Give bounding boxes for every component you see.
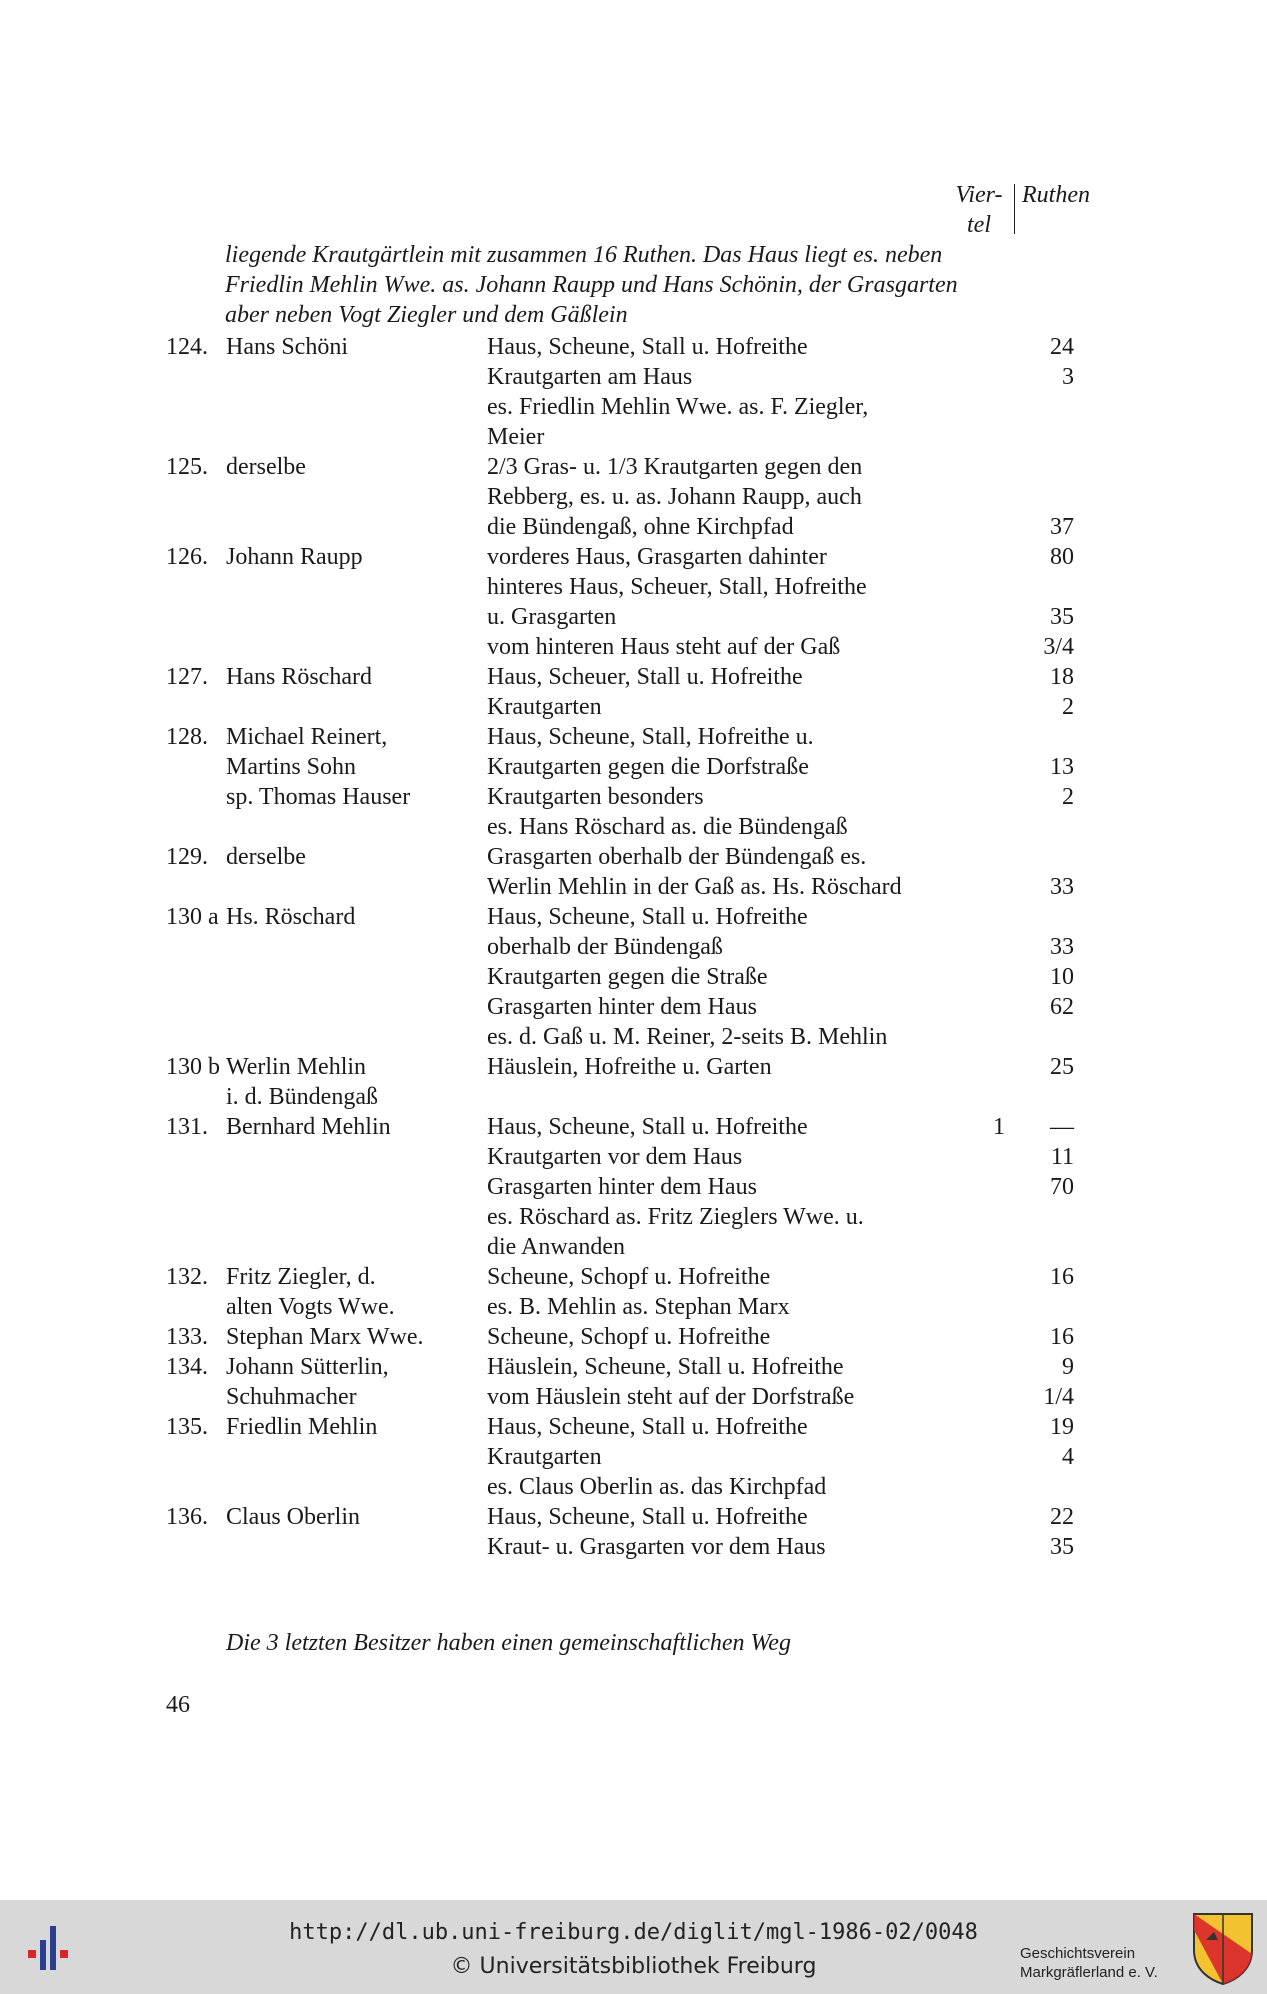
owner-name: Bernhard Mehlin bbox=[226, 1114, 391, 1140]
ruthen-value: 4 bbox=[1062, 1444, 1074, 1470]
ruthen-value: 16 bbox=[1050, 1324, 1074, 1350]
owner-name: Martins Sohn bbox=[226, 754, 357, 780]
entry-number: 131. bbox=[166, 1114, 208, 1140]
column-header-divider bbox=[1014, 184, 1015, 234]
property-description: Scheune, Schopf u. Hofreithe bbox=[487, 1324, 771, 1350]
property-description: vorderes Haus, Grasgarten dahinter bbox=[487, 544, 827, 570]
property-description: Rebberg, es. u. as. Johann Raupp, auch bbox=[487, 484, 862, 510]
entry-number: 125. bbox=[166, 454, 208, 480]
owner-name: Hans Schöni bbox=[226, 334, 348, 360]
property-description: Häuslein, Hofreithe u. Garten bbox=[487, 1054, 772, 1080]
property-description: 2/3 Gras- u. 1/3 Krautgarten gegen den bbox=[487, 454, 863, 480]
owner-name: alten Vogts Wwe. bbox=[226, 1294, 395, 1320]
entry-line bbox=[0, 1352, 1267, 1382]
ruthen-value: 33 bbox=[1050, 874, 1074, 900]
property-entry bbox=[0, 542, 1267, 662]
entry-line bbox=[0, 362, 1267, 392]
entry-line bbox=[0, 662, 1267, 692]
property-description: hinteres Haus, Scheuer, Stall, Hofreithe bbox=[487, 574, 867, 600]
property-description: Meier bbox=[487, 424, 545, 450]
property-entry bbox=[0, 1052, 1267, 1112]
ruthen-value: 37 bbox=[1050, 514, 1074, 540]
property-description: die Anwanden bbox=[487, 1234, 625, 1260]
ruthen-value: 35 bbox=[1050, 1534, 1074, 1560]
property-entry bbox=[0, 842, 1267, 902]
ruthen-value: 11 bbox=[1050, 1144, 1074, 1170]
ruthen-value: 70 bbox=[1050, 1174, 1074, 1200]
property-entry bbox=[0, 1412, 1267, 1502]
ruthen-value: 1/4 bbox=[1043, 1384, 1074, 1410]
property-description: es. Friedlin Mehlin Wwe. as. F. Ziegler, bbox=[487, 394, 869, 420]
property-description: es. Hans Röschard as. die Bündengaß bbox=[487, 814, 848, 840]
entry-number: 136. bbox=[166, 1504, 208, 1530]
ruthen-value: 2 bbox=[1062, 694, 1074, 720]
owner-name: Johann Raupp bbox=[226, 544, 363, 570]
property-entry bbox=[0, 1262, 1267, 1322]
entry-line bbox=[0, 842, 1267, 872]
entry-line bbox=[0, 1502, 1267, 1532]
entry-number: 128. bbox=[166, 724, 208, 750]
society-name-line-2: Markgräflerland e. V. bbox=[1020, 1964, 1158, 1981]
society-name bbox=[1020, 1944, 1190, 1982]
entry-line bbox=[0, 1382, 1267, 1412]
entry-line bbox=[0, 962, 1267, 992]
document-url-link[interactable]: http://dl.ub.uni-freiburg.de/diglit/mgl-1986-02/0048 bbox=[289, 1920, 978, 1945]
entry-line bbox=[0, 452, 1267, 482]
page-number: 46 bbox=[166, 1692, 190, 1718]
entry-number: 132. bbox=[166, 1264, 208, 1290]
intro-paragraph: liegende Krautgärtlein mit zusammen 16 Ruthen. Das Haus liegt es. neben Friedlin Mehlin Wwe. as. Johann Raupp und Hans Schönin, der Grasgarten aber neben Vogt Ziegler und dem Gäßlein bbox=[225, 242, 958, 328]
ruthen-value: 3/4 bbox=[1043, 634, 1074, 660]
owner-name: Hs. Röschard bbox=[226, 904, 356, 930]
property-entries bbox=[0, 332, 1267, 1562]
property-description: Haus, Scheune, Stall u. Hofreithe bbox=[487, 904, 808, 930]
entry-line bbox=[0, 332, 1267, 362]
entry-number: 126. bbox=[166, 544, 208, 570]
ruthen-value: 18 bbox=[1050, 664, 1074, 690]
property-description: Haus, Scheune, Stall u. Hofreithe bbox=[487, 1504, 808, 1530]
property-description: Krautgarten vor dem Haus bbox=[487, 1144, 743, 1170]
property-description: vom hinteren Haus steht auf der Gaß bbox=[487, 634, 841, 660]
copyright-text: © Universitätsbibliothek Freiburg bbox=[450, 1954, 817, 1979]
property-entry bbox=[0, 662, 1267, 722]
ruthen-value: 24 bbox=[1050, 334, 1074, 360]
property-description: Krautgarten gegen die Straße bbox=[487, 964, 768, 990]
owner-name: Hans Röschard bbox=[226, 664, 372, 690]
owner-name: Fritz Ziegler, d. bbox=[226, 1264, 376, 1290]
property-description: Kraut- u. Grasgarten vor dem Haus bbox=[487, 1534, 826, 1560]
property-entry bbox=[0, 722, 1267, 842]
owner-name: Johann Sütterlin, bbox=[226, 1354, 389, 1380]
property-description: es. d. Gaß u. M. Reiner, 2-seits B. Mehlin bbox=[487, 1024, 888, 1050]
ruthen-value: 62 bbox=[1050, 994, 1074, 1020]
owner-name: derselbe bbox=[226, 844, 306, 870]
property-entry bbox=[0, 902, 1267, 1052]
ruthen-value: 35 bbox=[1050, 604, 1074, 630]
entry-line bbox=[0, 932, 1267, 962]
owner-name: Werlin Mehlin bbox=[226, 1054, 367, 1080]
owner-name: Stephan Marx Wwe. bbox=[226, 1324, 424, 1350]
entry-number: 130 a bbox=[166, 904, 219, 930]
property-description: es. B. Mehlin as. Stephan Marx bbox=[487, 1294, 790, 1320]
entry-number: 127. bbox=[166, 664, 208, 690]
entry-number: 134. bbox=[166, 1354, 208, 1380]
entry-line bbox=[0, 872, 1267, 902]
entry-line bbox=[0, 902, 1267, 932]
owner-name: Friedlin Mehlin bbox=[226, 1414, 378, 1440]
ruthen-value: 19 bbox=[1050, 1414, 1074, 1440]
entry-line bbox=[0, 1292, 1267, 1322]
entry-line bbox=[0, 752, 1267, 782]
ruthen-value: 25 bbox=[1050, 1054, 1074, 1080]
property-description: oberhalb der Bündengaß bbox=[487, 934, 723, 960]
entry-line bbox=[0, 692, 1267, 722]
ruthen-value: 33 bbox=[1050, 934, 1074, 960]
property-description: Scheune, Schopf u. Hofreithe bbox=[487, 1264, 771, 1290]
property-description: Grasgarten hinter dem Haus bbox=[487, 994, 757, 1020]
entry-number: 133. bbox=[166, 1324, 208, 1350]
property-description: Haus, Scheune, Stall u. Hofreithe bbox=[487, 1114, 808, 1140]
entry-line bbox=[0, 572, 1267, 602]
property-entry bbox=[0, 1352, 1267, 1412]
owner-name: i. d. Bündengaß bbox=[226, 1084, 378, 1110]
property-description: Krautgarten gegen die Dorfstraße bbox=[487, 754, 809, 780]
property-description: Haus, Scheune, Stall, Hofreithe u. bbox=[487, 724, 814, 750]
ruthen-value: 13 bbox=[1050, 754, 1074, 780]
owner-name: Claus Oberlin bbox=[226, 1504, 360, 1530]
entry-line bbox=[0, 1472, 1267, 1502]
entry-line bbox=[0, 1322, 1267, 1352]
property-entry bbox=[0, 332, 1267, 452]
owner-name: derselbe bbox=[226, 454, 306, 480]
column-header-viertel: Vier- tel bbox=[955, 182, 1003, 238]
entry-line bbox=[0, 812, 1267, 842]
column-header-ruthen: Ruthen bbox=[1022, 182, 1090, 208]
owner-name: sp. Thomas Hauser bbox=[226, 784, 411, 810]
property-entry bbox=[0, 1502, 1267, 1562]
entry-line bbox=[0, 1052, 1267, 1082]
entry-line bbox=[0, 1232, 1267, 1262]
entry-line bbox=[0, 392, 1267, 422]
entry-line bbox=[0, 542, 1267, 572]
ruthen-value: 3 bbox=[1062, 364, 1074, 390]
entry-line bbox=[0, 1442, 1267, 1472]
entry-line bbox=[0, 1262, 1267, 1292]
entry-line bbox=[0, 992, 1267, 1022]
ruthen-value: 2 bbox=[1062, 784, 1074, 810]
property-description: es. Claus Oberlin as. das Kirchpfad bbox=[487, 1474, 827, 1500]
ruthen-value: 16 bbox=[1050, 1264, 1074, 1290]
entry-line bbox=[0, 602, 1267, 632]
entry-number: 130 b bbox=[166, 1054, 220, 1080]
property-entry bbox=[0, 1322, 1267, 1352]
property-description: Grasgarten oberhalb der Bündengaß es. bbox=[487, 844, 867, 870]
property-description: Krautgarten bbox=[487, 1444, 602, 1470]
property-description: vom Häuslein steht auf der Dorfstraße bbox=[487, 1384, 855, 1410]
property-description: Werlin Mehlin in der Gaß as. Hs. Röschard bbox=[487, 874, 902, 900]
property-description: u. Grasgarten bbox=[487, 604, 617, 630]
owner-name: Schuhmacher bbox=[226, 1384, 357, 1410]
entry-number: 124. bbox=[166, 334, 208, 360]
property-description: es. Röschard as. Fritz Zieglers Wwe. u. bbox=[487, 1204, 864, 1230]
property-description: Häuslein, Scheune, Stall u. Hofreithe bbox=[487, 1354, 844, 1380]
entry-line bbox=[0, 1082, 1267, 1112]
entry-line bbox=[0, 512, 1267, 542]
entry-line bbox=[0, 632, 1267, 662]
property-description: die Bündengaß, ohne Kirchpfad bbox=[487, 514, 794, 540]
ruthen-value: 9 bbox=[1062, 1354, 1074, 1380]
entry-line bbox=[0, 422, 1267, 452]
property-description: Haus, Scheune, Stall u. Hofreithe bbox=[487, 334, 808, 360]
property-description: Grasgarten hinter dem Haus bbox=[487, 1174, 757, 1200]
entry-line bbox=[0, 1202, 1267, 1232]
closing-note: Die 3 letzten Besitzer haben einen gemeinschaftlichen Weg bbox=[226, 1630, 791, 1656]
ruthen-value: 10 bbox=[1050, 964, 1074, 990]
property-description: Krautgarten am Haus bbox=[487, 364, 693, 390]
coat-of-arms-icon bbox=[1188, 1910, 1258, 1986]
entry-line bbox=[0, 482, 1267, 512]
property-description: Krautgarten bbox=[487, 694, 602, 720]
property-description: Krautgarten besonders bbox=[487, 784, 704, 810]
entry-line bbox=[0, 782, 1267, 812]
viertel-value: 1 bbox=[993, 1114, 1005, 1140]
entry-line bbox=[0, 1112, 1267, 1142]
property-description: Haus, Scheuer, Stall u. Hofreithe bbox=[487, 664, 803, 690]
entry-line bbox=[0, 1532, 1267, 1562]
entry-line bbox=[0, 1022, 1267, 1052]
property-entry bbox=[0, 452, 1267, 542]
ruthen-value: 80 bbox=[1050, 544, 1074, 570]
entry-number: 135. bbox=[166, 1414, 208, 1440]
entry-line bbox=[0, 722, 1267, 752]
entry-line bbox=[0, 1142, 1267, 1172]
property-description: Haus, Scheune, Stall u. Hofreithe bbox=[487, 1414, 808, 1440]
ruthen-value: 22 bbox=[1050, 1504, 1074, 1530]
viewer-footer bbox=[0, 1900, 1267, 1994]
entry-number: 129. bbox=[166, 844, 208, 870]
owner-name: Michael Reinert, bbox=[226, 724, 388, 750]
property-entry bbox=[0, 1112, 1267, 1262]
ruthen-value: — bbox=[1050, 1114, 1074, 1140]
society-name-line-1: Geschichtsverein bbox=[1020, 1945, 1136, 1962]
entry-line bbox=[0, 1412, 1267, 1442]
entry-line bbox=[0, 1172, 1267, 1202]
